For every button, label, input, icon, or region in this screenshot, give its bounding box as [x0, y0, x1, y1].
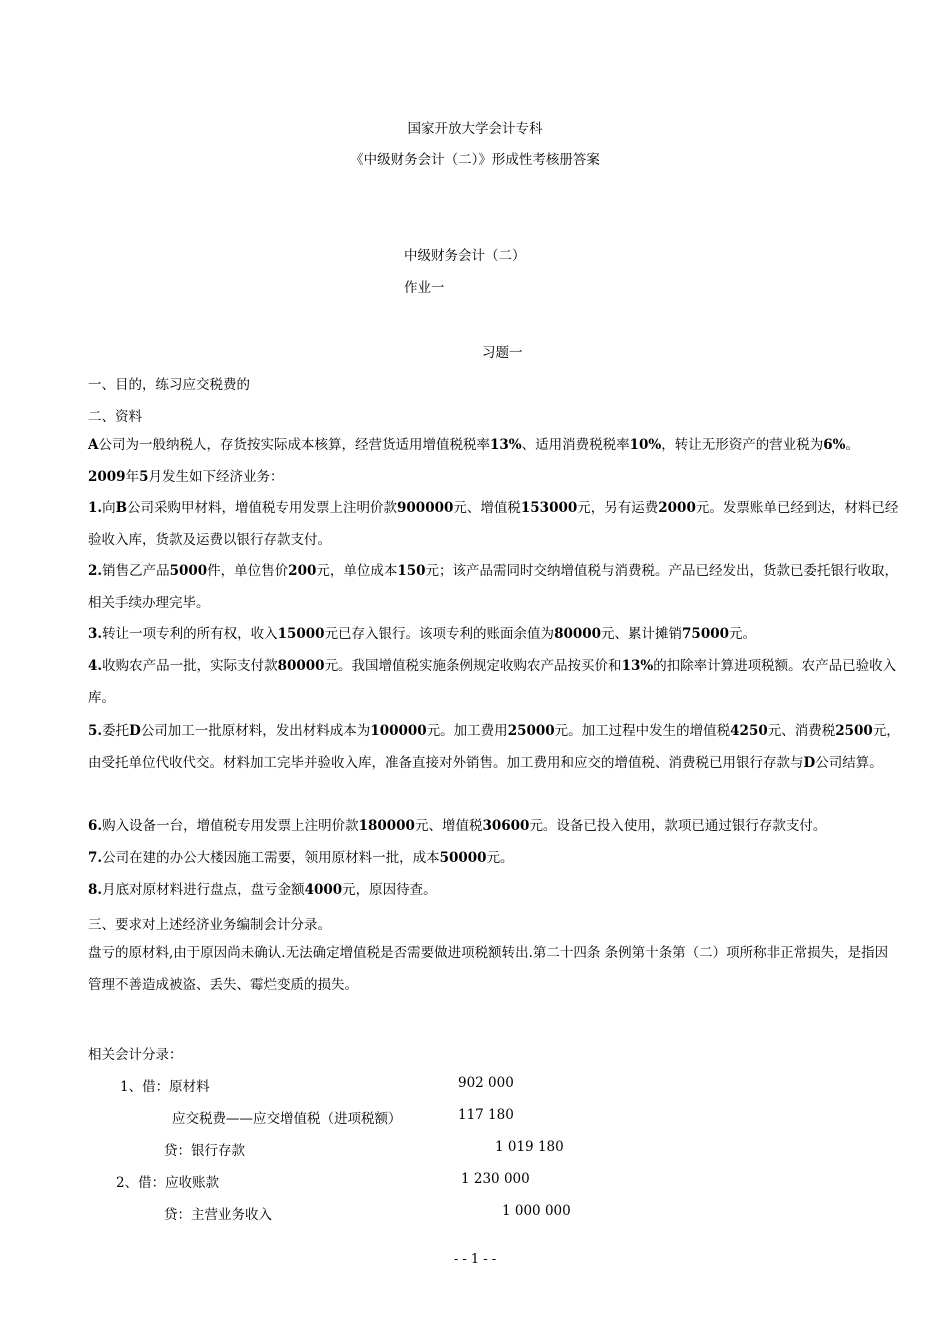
item-text: 公司结算。 [815, 754, 883, 771]
item-number: 4. [88, 658, 103, 674]
item-text: 收购农产品一批，实际支付款 [102, 658, 278, 674]
item-text: 元。设备已投入使用，款项已通过银行存款支付。 [529, 818, 827, 834]
item-value: 75000 [682, 626, 729, 642]
entry-2-credit-amount: 1 000 000 [502, 1203, 571, 1219]
entry-1-credit-amount: 1 019 180 [495, 1139, 564, 1155]
entry-1-credit-label: 贷：银行存款 [164, 1143, 245, 1159]
entry-1-debit-amount-2: 117 180 [458, 1107, 514, 1123]
item-value: 25000 [507, 723, 555, 739]
item-value: 15000 [277, 626, 325, 642]
intro-text: 月发生如下经济业务： [148, 468, 284, 485]
item-text: 元，原因待查。 [342, 882, 437, 898]
item-number: 1. [88, 500, 103, 516]
item-number: 2. [88, 563, 103, 579]
entries-heading: 相关会计分录： [88, 1047, 183, 1063]
purpose-line: 一、目的，练习应交税费的 [88, 377, 250, 393]
item-text: 公司采购甲材料，增值税专用发票上注明价款 [127, 500, 398, 516]
item-value: D [803, 754, 816, 771]
item-text: 月底对原材料进行盘点，盘亏金额 [102, 882, 305, 898]
business-item-7 [88, 843, 900, 875]
item-text: 元，另有运费 [577, 500, 659, 516]
header-line-1: 国家开放大学会计专科 [407, 121, 543, 137]
item-value: 180000 [358, 818, 415, 834]
exercise-title: 习题一 [482, 345, 523, 361]
intro-paragraph [88, 430, 900, 493]
item-value: 13% [621, 658, 654, 674]
item-value: 100000 [370, 723, 427, 739]
item-value: 4000 [304, 882, 343, 898]
item-value: 150 [397, 563, 426, 579]
item-text: 元、累计摊销 [601, 626, 683, 642]
item-text: 转让一项专利的所有权，收入 [102, 626, 278, 642]
item-value: 4250 [730, 723, 768, 739]
entry-1-debit-label-2: 应交税费——应交增值税（进项税额） [172, 1111, 402, 1127]
entry-2-debit-label: 2、借：应收账款 [116, 1175, 220, 1191]
item-number: 5. [88, 723, 103, 739]
item-value: 2500 [835, 723, 873, 739]
item-number: 7. [88, 850, 103, 866]
item-text: 元。 [729, 626, 756, 642]
intro-text: 年 [125, 468, 140, 485]
item-number: 8. [88, 882, 103, 898]
item-value: 80000 [277, 658, 325, 674]
item-text: 元、消费税 [767, 723, 836, 739]
business-item-6 [88, 811, 900, 843]
business-item-5 [88, 716, 900, 779]
item-text: 元、增值税 [453, 500, 521, 516]
entry-2-debit-amount: 1 230 000 [461, 1171, 530, 1187]
item-number: 3. [88, 626, 103, 642]
item-text: 元。 [486, 850, 514, 866]
note-paragraph: 盘亏的原材料,由于原因尚未确认.无法确定增值税是否需要做进项税额转出.第二十四条 条例第十条第（二）项所称非正常损失，是指因管理不善造成被盗、丢失、霉烂变质的损失。 [88, 945, 889, 993]
page-number-footer: - - 1 - - [453, 1252, 497, 1267]
item-text: 元，由受托单位代收代交。材料加工完毕并验收入库，准备直接对外销售。加工费用和应交的增值税、消费税已用银行存款与 [88, 723, 900, 771]
item-text: 购入设备一台，增值税专用发票上注明价款 [102, 818, 359, 834]
item-text: 件，单位售价 [207, 563, 289, 579]
item-value: D [129, 723, 141, 739]
business-item-3 [88, 619, 900, 651]
item-text: 公司在建的办公大楼因施工需要，领用原材料一批，成本 [102, 850, 440, 866]
item-value: 2000 [658, 500, 696, 516]
item-text: 元。加工过程中发生的增值税 [554, 723, 731, 739]
item-value: 153000 [520, 500, 578, 516]
vat-rate: 13% [489, 437, 522, 453]
item-text: 的扣除率计算进项税额。农产品已验收入库。 [88, 658, 897, 706]
business-item-8 [88, 875, 900, 907]
item-value: B [115, 500, 128, 516]
item-value: 200 [288, 563, 317, 579]
header-line-2: 《中级财务会计（二）》形成性考核册答案 [350, 152, 600, 168]
item-value: 80000 [554, 626, 602, 642]
item-text: 元。我国增值税实施条例规定收购农产品按买价和 [324, 658, 622, 674]
item-text: 委托 [102, 723, 130, 739]
item-number: 6. [88, 818, 103, 834]
item-text: 元。加工费用 [426, 723, 508, 739]
business-item-2 [88, 556, 900, 619]
intro-text: 。 [845, 437, 859, 453]
assignment-title: 作业一 [404, 280, 445, 296]
item-text: 公司加工一批原材料，发出材料成本为 [140, 723, 371, 739]
item-value: 5000 [169, 563, 208, 579]
course-title: 中级财务会计（二） [404, 248, 526, 264]
item-text: 元，单位成本 [316, 563, 398, 579]
item-text: 元已存入银行。该项专利的账面余值为 [324, 626, 555, 642]
item-text: 销售乙产品 [102, 563, 170, 579]
intro-text: 、适用消费税税率 [521, 437, 630, 453]
company-a-label: A [88, 437, 99, 453]
intro-text: ，转让无形资产的营业税为 [661, 437, 824, 453]
entry-1-debit-amount: 902 000 [458, 1075, 514, 1091]
item-text: 元；该产品需同时交纳增值税与消费税。产品已经发出，货款已委托银行收取，相关手续办理完毕。 [88, 563, 899, 611]
year-value: 2009 [88, 468, 126, 485]
item-text: 向 [102, 500, 116, 516]
month-value: 5 [139, 468, 149, 485]
business-item-4 [88, 651, 900, 714]
business-tax-rate: 6% [823, 437, 846, 453]
item-text: 元、增值税 [414, 818, 483, 834]
business-item-1 [88, 493, 900, 556]
entry-2-credit-label: 贷：主营业务收入 [164, 1207, 272, 1223]
requirement-line: 三、要求对上述经济业务编制会计分录。 [88, 917, 331, 933]
item-value: 50000 [439, 850, 487, 866]
consumption-tax-rate: 10% [629, 437, 662, 453]
item-text: 元。发票账单已经到达，材料已经验收入库，货款及运费以银行存款支付。 [88, 500, 899, 548]
material-heading: 二、资料 [88, 409, 142, 425]
item-value: 30600 [482, 818, 530, 834]
item-value: 900000 [397, 500, 454, 516]
intro-text: 公司为一般纳税人，存货按实际成本核算，经营货适用增值税税率 [98, 437, 490, 453]
entry-1-debit-label: 1、借：原材料 [120, 1079, 210, 1095]
